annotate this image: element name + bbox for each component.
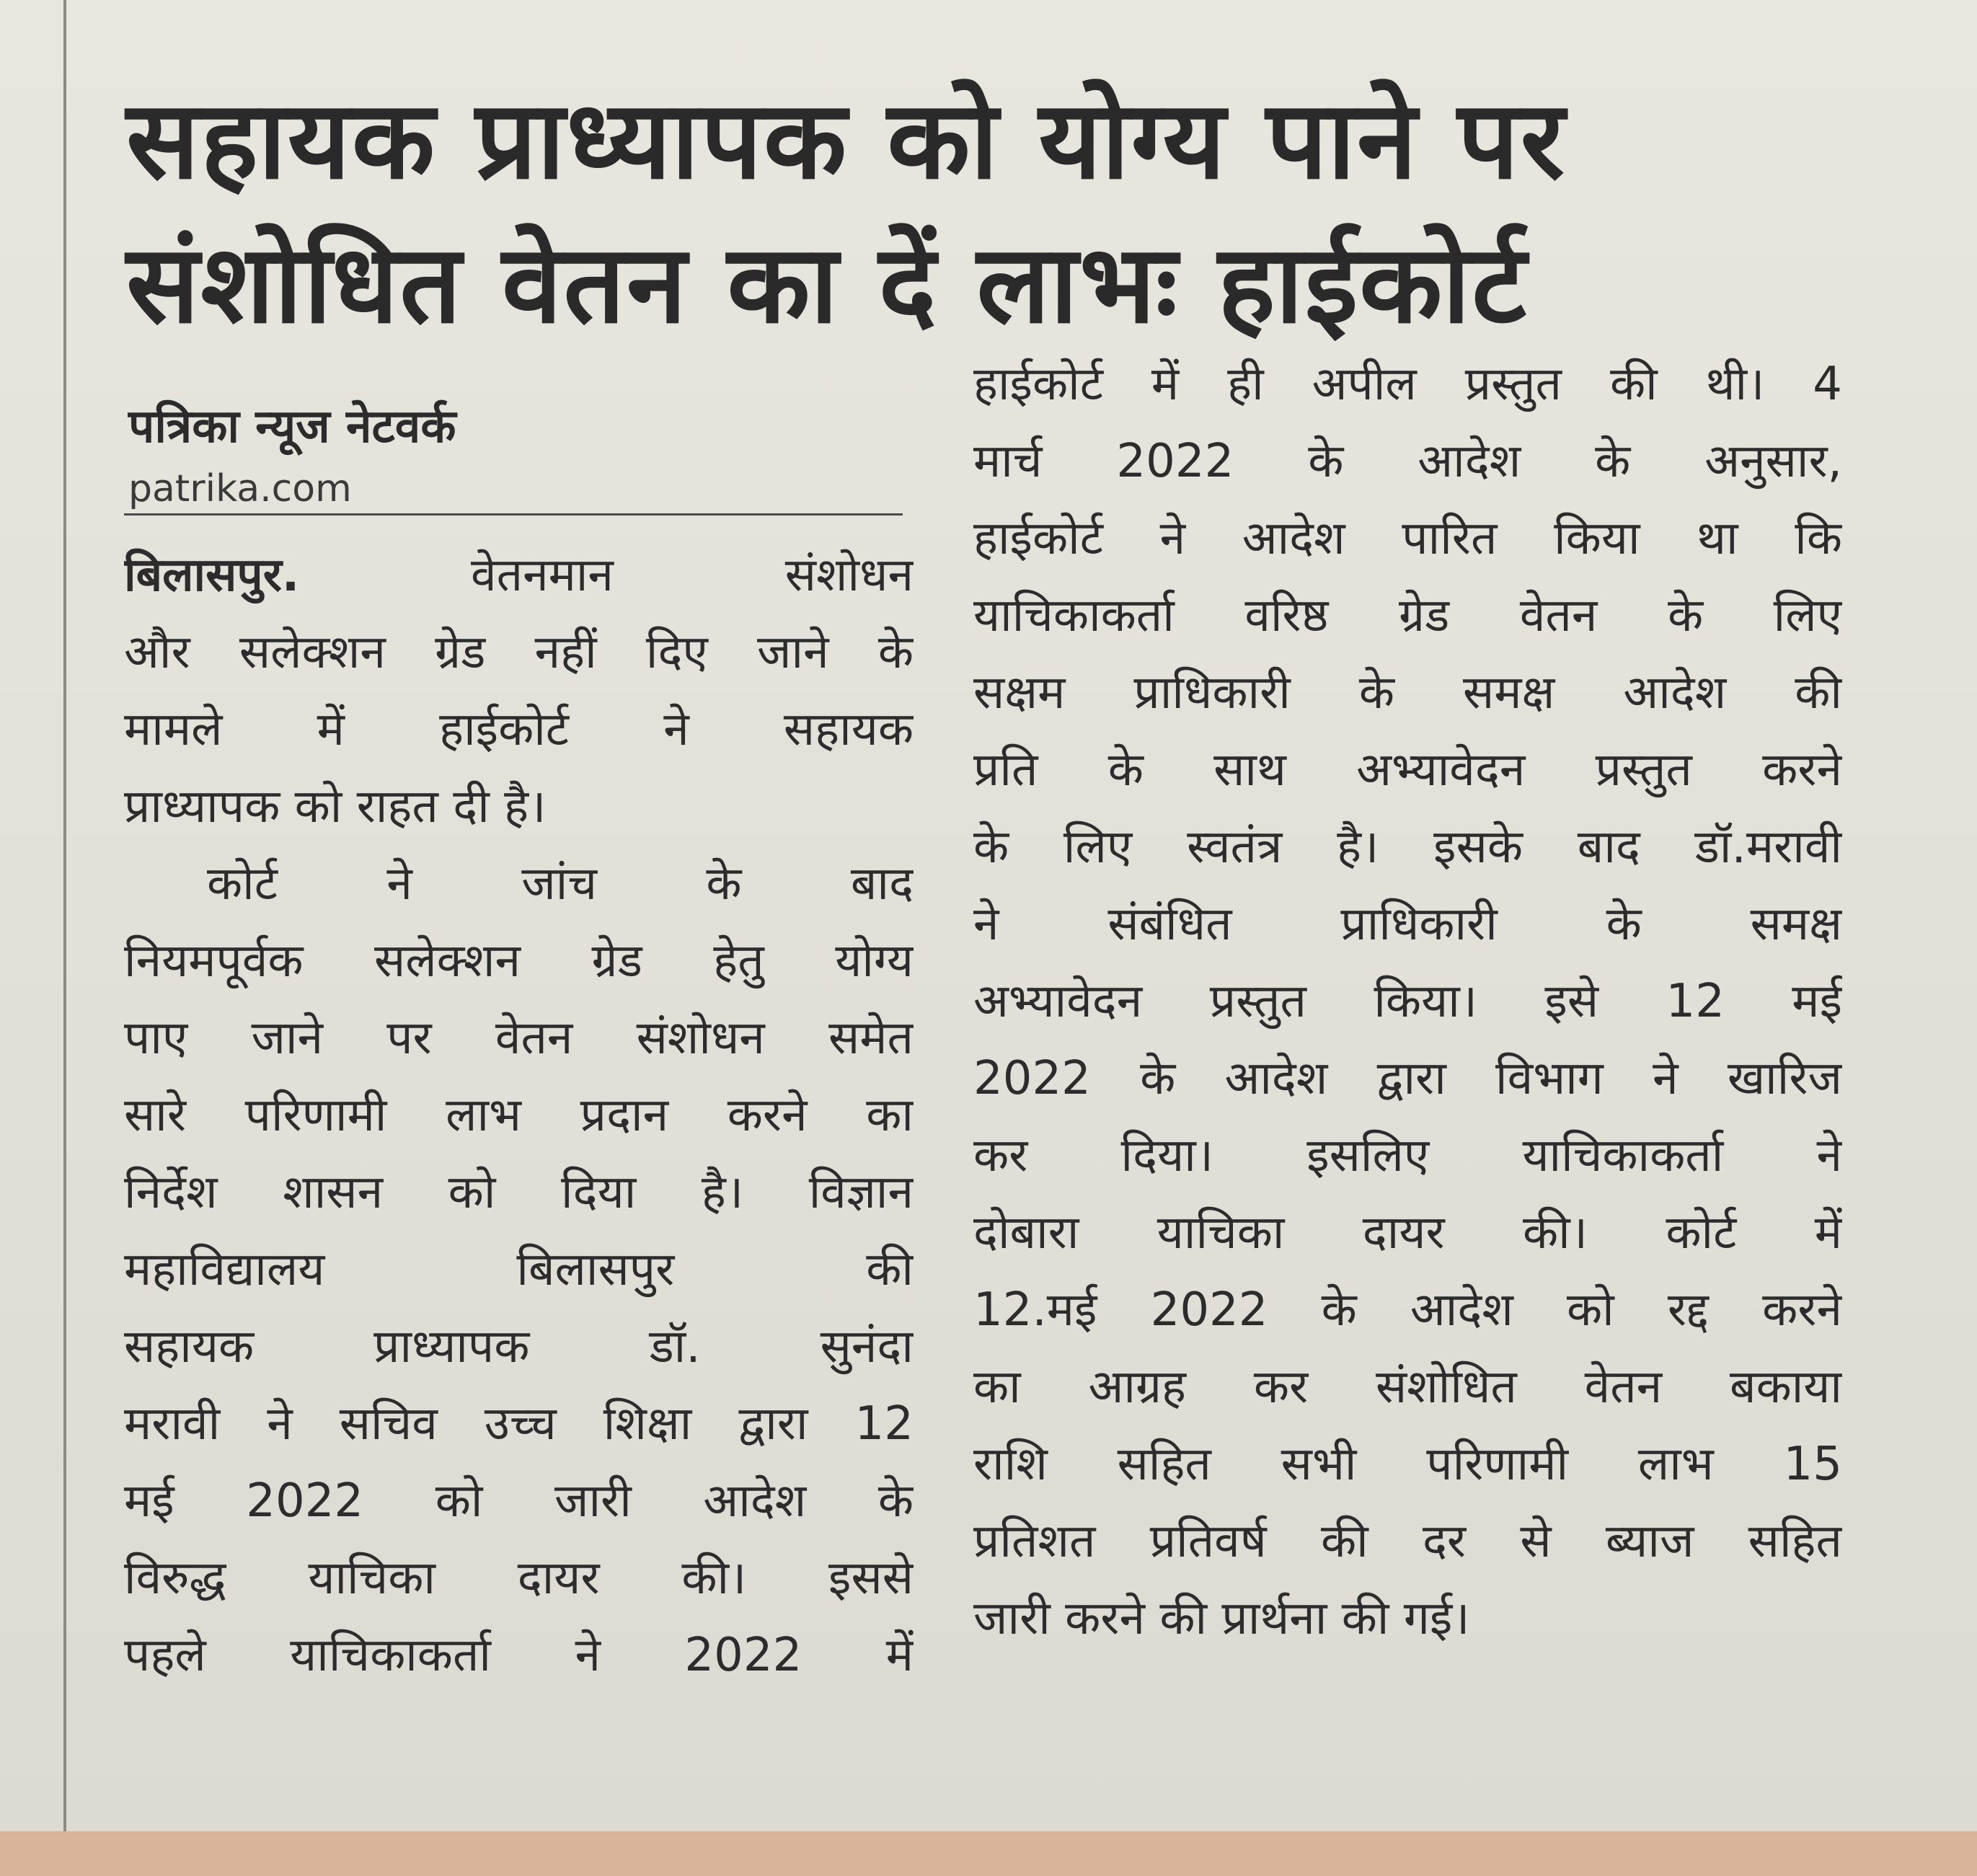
body-line: मार्च 2022 के आदेश के अनुसार, — [973, 435, 1842, 488]
body-line: ने संबंधित प्राधिकारी के समक्ष — [973, 898, 1842, 951]
body-line: प्रति के साथ अभ्यावेदन प्रस्तुत करने — [973, 743, 1842, 797]
headline-line-2: संशोधित वेतन का दें लाभः हाईकोर्ट — [126, 222, 1528, 348]
body-line: नियमपूर्वक सलेक्शन ग्रेड हेतु योग्य — [124, 934, 914, 988]
body-line: राशि सहित सभी परिणामी लाभ 15 — [973, 1438, 1842, 1491]
body-line: 2022 के आदेश द्वारा विभाग ने खारिज — [973, 1052, 1842, 1105]
body-line: विरुद्ध याचिका दायर की। इससे — [124, 1552, 914, 1605]
body-line: दोबारा याचिका दायर की। कोर्ट में — [973, 1206, 1842, 1260]
article-column-2 — [973, 346, 1842, 1658]
body-line: महाविद्यालय बिलासपुर की — [124, 1243, 914, 1296]
body-line: और सलेक्शन ग्रेड नहीं दिए जाने के — [124, 626, 914, 679]
body-line: सहायक प्राध्यापक डॉ. सुनंदा — [124, 1320, 914, 1373]
body-line: के लिए स्वतंत्र है। इसके बाद डॉ.मरावी — [973, 820, 1842, 874]
body-line: मरावी ने सचिव उच्च शिक्षा द्वारा 12 — [124, 1397, 914, 1451]
website: patrika.com — [128, 467, 352, 510]
body-line: कोर्ट ने जांच के बाद — [207, 857, 914, 911]
body-line: का आग्रह कर संशोधित वेतन बकाया — [973, 1360, 1842, 1414]
article-column-1 — [124, 537, 914, 1694]
byline: पत्रिका न्यूज नेटवर्क — [128, 400, 456, 453]
body-line: जारी करने की प्रार्थना की गई। — [973, 1592, 1470, 1645]
body-line: मई 2022 को जारी आदेश के — [124, 1474, 914, 1528]
body-line: सारे परिणामी लाभ प्रदान करने का — [124, 1089, 914, 1142]
column-divider — [63, 0, 66, 1831]
body-line: 12.मई 2022 के आदेश को रद्द करने — [973, 1283, 1842, 1337]
body-line: हाईकोर्ट में ही अपील प्रस्तुत की थी। 4 — [973, 358, 1842, 411]
dateline: बिलासपुर. — [124, 549, 300, 602]
headline-line-1: सहायक प्राध्यापक को योग्य पाने पर — [126, 78, 1566, 203]
body-line: पाए जाने पर वेतन संशोधन समेत — [124, 1012, 914, 1065]
body-line: निर्देश शासन को दिया है। विज्ञान — [124, 1166, 914, 1219]
background-surface — [0, 1831, 1977, 1876]
body-line: अभ्यावेदन प्रस्तुत किया। इसे 12 मई — [973, 975, 1842, 1028]
body-line-text: वेतनमान संशोधन — [471, 549, 914, 602]
body-line: मामले में हाईकोर्ट ने सहायक — [124, 703, 914, 756]
body-line: प्रतिशत प्रतिवर्ष की दर से ब्याज सहित — [973, 1515, 1842, 1568]
body-line — [124, 537, 914, 614]
body-line: कर दिया। इसलिए याचिकाकर्ता ने — [973, 1129, 1842, 1182]
body-line: याचिकाकर्ता वरिष्ठ ग्रेड वेतन के लिए — [973, 589, 1842, 642]
body-line: प्राध्यापक को राहत दी है। — [124, 780, 547, 833]
byline-rule — [124, 513, 903, 516]
body-line: सक्षम प्राधिकारी के समक्ष आदेश की — [973, 666, 1842, 720]
body-line: पहले याचिकाकर्ता ने 2022 में — [124, 1629, 914, 1682]
body-line: हाईकोर्ट ने आदेश पारित किया था कि — [973, 512, 1842, 565]
